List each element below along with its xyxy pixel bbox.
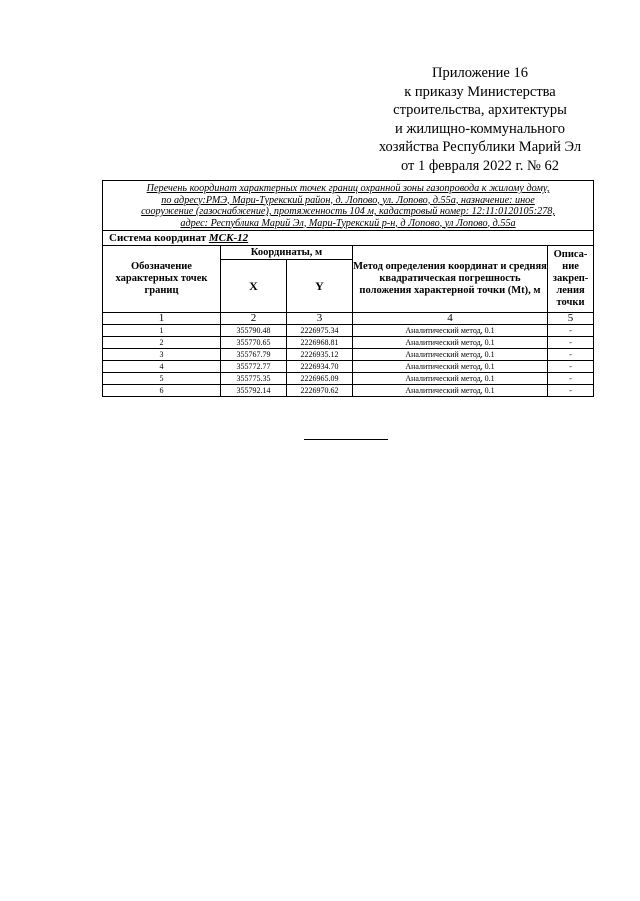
column-numbers-row [103, 313, 594, 325]
x-value: 355772.77 [221, 361, 287, 373]
method-value: Аналитический метод, 0.1 [353, 385, 548, 397]
table-row [103, 337, 594, 349]
header-y: Y [287, 260, 353, 313]
coordinate-system-row [103, 231, 594, 246]
point-number: 4 [103, 361, 221, 373]
separator-line [304, 439, 388, 440]
y-value: 2226934.70 [287, 361, 353, 373]
caption-line: адрес: Республика Марий Эл, Мари-Турекский р-н, д Лопово, ул Лопово, д.55а [180, 217, 516, 229]
point-number: 1 [103, 325, 221, 337]
column-number: 1 [103, 313, 221, 325]
appendix-line: к приказу Министерства [404, 83, 556, 100]
column-number: 2 [221, 313, 287, 325]
coordinate-system-label: Система координат [109, 232, 209, 244]
caption-line: Перечень координат характерных точек границ охранной зоны газопровода к жилому дому, [146, 183, 550, 194]
method-value: Аналитический метод, 0.1 [353, 349, 548, 361]
point-number: 5 [103, 373, 221, 385]
y-value: 2226965.09 [287, 373, 353, 385]
caption-line: по адресу:РМЭ, Мари-Турекский район, д. Лопово, ул. Лопово, д.55а, назначение: иное [161, 194, 535, 206]
appendix-line: хозяйства Республики Марий Эл [378, 139, 582, 155]
table-row [103, 349, 594, 361]
table-row [103, 361, 594, 373]
caption-line: сооружение (газоснабжение), протяженность 104 м, кадастровый номер: 12:11:0120105:278, [141, 206, 555, 217]
point-number: 2 [103, 337, 221, 349]
table-caption [103, 181, 594, 231]
description-value: - [548, 349, 594, 361]
x-value: 355775.35 [221, 373, 287, 385]
coordinates-table [102, 180, 594, 397]
point-number: 6 [103, 385, 221, 397]
description-value: - [548, 325, 594, 337]
column-number: 4 [353, 313, 548, 325]
x-value: 355770.65 [221, 337, 287, 349]
description-value: - [548, 385, 594, 397]
x-value: 355790.48 [221, 325, 287, 337]
description-value: - [548, 361, 594, 373]
method-value: Аналитический метод, 0.1 [353, 361, 548, 373]
header-designation: Обозначение характерных точек границ [103, 246, 221, 313]
method-value: Аналитический метод, 0.1 [353, 373, 548, 385]
header-description: Описа-ние закреп-ления точки [548, 246, 594, 313]
y-value: 2226968.81 [287, 337, 353, 349]
appendix-line: Приложение 16 [432, 65, 528, 81]
header-method: Метод определения координат и средняя квадратическая погрешность положения характерной точки (Mt), м [353, 246, 548, 313]
method-value: Аналитический метод, 0.1 [353, 325, 548, 337]
point-number: 3 [103, 349, 221, 361]
table-row [103, 373, 594, 385]
x-value: 355767.79 [221, 349, 287, 361]
y-value: 2226935.12 [287, 349, 353, 361]
method-value: Аналитический метод, 0.1 [353, 337, 548, 349]
table-row [103, 385, 594, 397]
y-value: 2226970.62 [287, 385, 353, 397]
description-value: - [548, 337, 594, 349]
header-x: X [221, 260, 287, 313]
x-value: 355792.14 [221, 385, 287, 397]
coordinate-system-value: МСК-12 [208, 232, 249, 244]
appendix-line: строительства, архитектуры [393, 102, 567, 118]
appendix-line: от 1 февраля 2022 г. № 62 [400, 157, 560, 174]
y-value: 2226975.34 [287, 325, 353, 337]
table-row [103, 325, 594, 337]
appendix-header [350, 64, 610, 175]
column-number: 3 [287, 313, 353, 325]
column-number: 5 [548, 313, 594, 325]
header-coordinates: Координаты, м [221, 246, 353, 260]
description-value: - [548, 373, 594, 385]
appendix-line: и жилищно-коммунального [394, 120, 566, 137]
